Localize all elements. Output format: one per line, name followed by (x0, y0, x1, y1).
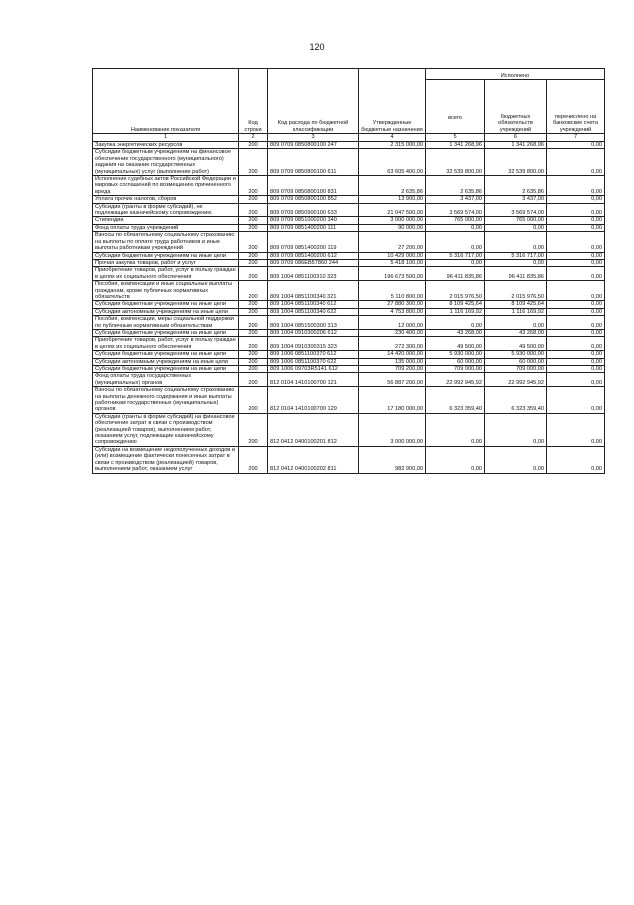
row-transferred-cell: 0,00 (547, 142, 605, 149)
row-total-cell: 3 569 574,00 (426, 203, 485, 217)
row-code-cell: 200 (239, 308, 268, 315)
row-name-cell: Фонд оплаты труда учреждений (93, 224, 239, 231)
row-total-cell: 765 000,00 (426, 217, 485, 224)
row-obligations-cell: 765 000,00 (485, 217, 547, 224)
row-code-cell: 200 (239, 281, 268, 301)
row-code-cell: 200 (239, 358, 268, 365)
row-name-cell: Субсидии автономным учреждениям на иные цели (93, 308, 239, 315)
row-classification-cell: 809 0709 0850900100 633 (268, 203, 359, 217)
row-approved-cell: 4 753 800,00 (359, 308, 426, 315)
header-approved: Утвержденные бюджетные назначения (359, 69, 426, 134)
row-classification-cell: 812 0412 0400100202 811 (268, 446, 359, 473)
row-transferred-cell: 0,00 (547, 413, 605, 446)
row-approved-cell: 90 000,00 (359, 224, 426, 231)
row-total-cell: 22 992 945,92 (426, 373, 485, 387)
row-name-cell: Субсидии бюджетным учреждениям на иные цели (93, 252, 239, 259)
row-obligations-cell: 49 500,00 (485, 337, 547, 351)
row-classification-cell: 809 0709 0851400200 119 (268, 232, 359, 252)
table-row (93, 308, 605, 315)
column-number: 4 (359, 134, 426, 142)
row-obligations-cell: 5 316 717,00 (485, 252, 547, 259)
row-transferred-cell: 0,00 (547, 351, 605, 358)
row-name-cell: Субсидии автономным учреждениям на иные цели (93, 358, 239, 365)
table-row (93, 149, 605, 176)
row-classification-cell: 809 1006 0851100370 612 (268, 351, 359, 358)
row-code-cell: 200 (239, 351, 268, 358)
row-obligations-cell: 0,00 (485, 232, 547, 252)
row-approved-cell: 2 635,86 (359, 176, 426, 196)
row-approved-cell: 27 880 300,00 (359, 301, 426, 308)
row-approved-cell: 12 000,00 (359, 316, 426, 330)
row-transferred-cell: 0,00 (547, 259, 605, 266)
row-total-cell: 1 116 169,92 (426, 308, 485, 315)
row-total-cell: 49 500,00 (426, 337, 485, 351)
row-name-cell: Пособия, компенсации, меры социальной поддержки по публичным нормативным обязательствам (93, 316, 239, 330)
row-approved-cell: 13 900,00 (359, 196, 426, 203)
row-transferred-cell: 0,00 (547, 149, 605, 176)
row-name-cell: Закупка энергетических ресурсов (93, 142, 239, 149)
column-number: 1 (93, 134, 239, 142)
row-approved-cell: 709 200,00 (359, 366, 426, 373)
row-approved-cell: 230 400,00 (359, 329, 426, 336)
row-name-cell: Субсидии бюджетным учреждениям на иные цели (93, 351, 239, 358)
row-obligations-cell: 3 569 574,00 (485, 203, 547, 217)
row-total-cell: 8 109 425,64 (426, 301, 485, 308)
row-classification-cell: 809 1006 09703R5141 612 (268, 366, 359, 373)
row-classification-cell: 809 1004 0910300206 612 (268, 329, 359, 336)
row-classification-cell: 809 0709 0851000200 340 (268, 217, 359, 224)
row-classification-cell: 809 0709 0851400200 612 (268, 252, 359, 259)
row-transferred-cell: 0,00 (547, 446, 605, 473)
row-name-cell: Прочая закупка товаров, работ и услуг (93, 259, 239, 266)
row-transferred-cell: 0,00 (547, 224, 605, 231)
row-total-cell: 0,00 (426, 316, 485, 330)
row-approved-cell: 3 000 000,00 (359, 413, 426, 446)
row-approved-cell: 5 110 800,00 (359, 281, 426, 301)
row-transferred-cell: 0,00 (547, 308, 605, 315)
row-total-cell: 96 411 835,86 (426, 267, 485, 281)
row-classification-cell: 809 1004 0851500300 313 (268, 316, 359, 330)
row-name-cell: Субсидии бюджетным учреждениям на иные цели (93, 301, 239, 308)
row-total-cell: 2 015 976,50 (426, 281, 485, 301)
row-total-cell: 6 323 359,40 (426, 387, 485, 414)
row-code-cell: 200 (239, 446, 268, 473)
row-obligations-cell: 0,00 (485, 446, 547, 473)
row-total-cell: 0,00 (426, 224, 485, 231)
row-classification-cell: 812 0104 1410100700 129 (268, 387, 359, 414)
row-code-cell: 200 (239, 149, 268, 176)
row-total-cell: 2 635,86 (426, 176, 485, 196)
row-approved-cell: 21 047 500,00 (359, 203, 426, 217)
row-classification-cell: 812 0104 1410100700 121 (268, 373, 359, 387)
table-row (93, 267, 605, 281)
row-approved-cell: 135 000,00 (359, 358, 426, 365)
row-obligations-cell: 1 341 268,96 (485, 142, 547, 149)
row-classification-cell: 812 0412 0400100201 812 (268, 413, 359, 446)
header-executed: Исполнено (426, 69, 605, 80)
row-transferred-cell: 0,00 (547, 281, 605, 301)
row-obligations-cell: 0,00 (485, 259, 547, 266)
row-obligations-cell: 1 116 169,92 (485, 308, 547, 315)
header-name: Наименование показателя (93, 69, 239, 134)
row-transferred-cell: 0,00 (547, 329, 605, 336)
row-transferred-cell: 0,00 (547, 267, 605, 281)
row-total-cell: 5 930 000,00 (426, 351, 485, 358)
row-name-cell: Субсидии на возмещение недополученных доходов и (или) возмещение фактически понесенных затрат в связи с производством (реализацией) товаров, выполнением работ, оказанием услуг (93, 446, 239, 473)
row-name-cell: Пособия, компенсации и иные социальные выплаты гражданам, кроме публичных нормативных обязательств (93, 281, 239, 301)
row-code-cell: 200 (239, 142, 268, 149)
row-classification-cell: 809 1004 0851100340 612 (268, 301, 359, 308)
row-code-cell: 200 (239, 337, 268, 351)
row-name-cell: Приобретение товаров, работ, услуг в пользу граждан в целях их социального обеспечения (93, 337, 239, 351)
row-classification-cell: 809 1004 0910300315 323 (268, 337, 359, 351)
row-obligations-cell: 6 323 359,40 (485, 387, 547, 414)
row-approved-cell: 14 420 000,00 (359, 351, 426, 358)
row-code-cell: 200 (239, 232, 268, 252)
row-approved-cell: 272 300,00 (359, 337, 426, 351)
header-classification: Код расхода по бюджетной классификации (268, 69, 359, 134)
row-classification-cell: 809 0709 0850800100 611 (268, 149, 359, 176)
row-name-cell: Стипендии (93, 217, 239, 224)
row-code-cell: 200 (239, 316, 268, 330)
row-transferred-cell: 0,00 (547, 176, 605, 196)
row-obligations-cell: 8 109 425,64 (485, 301, 547, 308)
row-approved-cell: 2 315 000,00 (359, 142, 426, 149)
table-row (93, 366, 605, 373)
row-name-cell: Приобретение товаров, работ, услуг в пользу граждан в целях их социального обеспечения (93, 267, 239, 281)
row-transferred-cell: 0,00 (547, 196, 605, 203)
row-approved-cell: 5 418 100,00 (359, 259, 426, 266)
row-code-cell: 200 (239, 217, 268, 224)
table-row (93, 301, 605, 308)
row-obligations-cell: 96 411 835,86 (485, 267, 547, 281)
row-name-cell: Субсидии (гранты в форме субсидий), не подлежащие казначейскому сопровождению (93, 203, 239, 217)
row-approved-cell: 196 673 500,00 (359, 267, 426, 281)
row-transferred-cell: 0,00 (547, 387, 605, 414)
header-total: всего (426, 80, 485, 134)
row-transferred-cell: 0,00 (547, 316, 605, 330)
row-code-cell: 200 (239, 373, 268, 387)
row-total-cell: 3 437,00 (426, 196, 485, 203)
row-name-cell: Уплата прочих налогов, сборов (93, 196, 239, 203)
row-transferred-cell: 0,00 (547, 203, 605, 217)
row-name-cell: Субсидии бюджетным учреждениям на финансовое обеспечение государственного (муниципального) задания на оказание государственных (муниципальных) услуг (выполнение работ) (93, 149, 239, 176)
row-code-cell: 200 (239, 301, 268, 308)
table-row (93, 351, 605, 358)
row-approved-cell: 17 180 000,00 (359, 387, 426, 414)
row-obligations-cell: 0,00 (485, 413, 547, 446)
table-row (93, 232, 605, 252)
row-transferred-cell: 0,00 (547, 373, 605, 387)
row-total-cell: 32 539 800,00 (426, 149, 485, 176)
table-row (93, 142, 605, 149)
row-code-cell: 200 (239, 387, 268, 414)
row-total-cell: 1 341 268,96 (426, 142, 485, 149)
row-total-cell: 0,00 (426, 232, 485, 252)
row-code-cell: 200 (239, 259, 268, 266)
row-code-cell: 200 (239, 252, 268, 259)
table-row (93, 329, 605, 336)
row-classification-cell: 809 0709 0850800100 831 (268, 176, 359, 196)
row-code-cell: 200 (239, 329, 268, 336)
column-number: 7 (547, 134, 605, 142)
row-total-cell: 709 000,00 (426, 366, 485, 373)
row-approved-cell: 27 200,00 (359, 232, 426, 252)
table-row (93, 337, 605, 351)
row-total-cell: 0,00 (426, 259, 485, 266)
row-obligations-cell: 5 930 000,00 (485, 351, 547, 358)
table-row (93, 358, 605, 365)
row-approved-cell: 63 605 400,00 (359, 149, 426, 176)
row-approved-cell: 982 900,00 (359, 446, 426, 473)
table-row (93, 446, 605, 473)
table-row (93, 387, 605, 414)
row-obligations-cell: 43 268,00 (485, 329, 547, 336)
row-transferred-cell: 0,00 (547, 301, 605, 308)
row-obligations-cell: 22 992 945,92 (485, 373, 547, 387)
table-row (93, 413, 605, 446)
row-code-cell: 200 (239, 267, 268, 281)
row-name-cell: Субсидии бюджетным учреждениям на иные цели (93, 329, 239, 336)
row-transferred-cell: 0,00 (547, 337, 605, 351)
table-row (93, 217, 605, 224)
row-code-cell: 200 (239, 203, 268, 217)
row-name-cell: Взносы по обязательному социальному страхованию на выплаты денежного содержания и иные выплаты работникам государственных (муниципальных) органов (93, 387, 239, 414)
row-obligations-cell: 60 000,00 (485, 358, 547, 365)
row-name-cell: Фонд оплаты труда государственных (муниципальных) органов (93, 373, 239, 387)
row-obligations-cell: 32 539 800,00 (485, 149, 547, 176)
table-row (93, 373, 605, 387)
row-total-cell: 0,00 (426, 413, 485, 446)
column-number: 3 (268, 134, 359, 142)
row-name-cell: Субсидии бюджетным учреждениям на иные цели (93, 366, 239, 373)
table-row (93, 281, 605, 301)
table-row (93, 316, 605, 330)
row-transferred-cell: 0,00 (547, 232, 605, 252)
column-number: 5 (426, 134, 485, 142)
row-transferred-cell: 0,00 (547, 252, 605, 259)
row-approved-cell: 56 887 200,00 (359, 373, 426, 387)
row-total-cell: 43 268,00 (426, 329, 485, 336)
row-transferred-cell: 0,00 (547, 358, 605, 365)
table-row (93, 224, 605, 231)
column-number-row (93, 134, 605, 142)
budget-execution-table (92, 68, 605, 474)
row-classification-cell: 809 0709 086ЕВ57860 244 (268, 259, 359, 266)
row-approved-cell: 3 000 000,00 (359, 217, 426, 224)
row-classification-cell: 809 0709 0851400200 111 (268, 224, 359, 231)
row-obligations-cell: 0,00 (485, 316, 547, 330)
row-name-cell: Исполнение судебных актов Российской Федерации и мировых соглашений по возмещению причиненного вреда (93, 176, 239, 196)
row-transferred-cell: 0,00 (547, 217, 605, 224)
row-code-cell: 200 (239, 224, 268, 231)
header-transferred: перечислено на банковские счета учреждений (547, 80, 605, 134)
row-obligations-cell: 3 437,00 (485, 196, 547, 203)
table-row (93, 176, 605, 196)
row-obligations-cell: 2 015 976,50 (485, 281, 547, 301)
row-obligations-cell: 2 635,86 (485, 176, 547, 196)
page-number: 120 (309, 42, 325, 52)
table-row (93, 203, 605, 217)
column-number: 6 (485, 134, 547, 142)
row-classification-cell: 809 0709 0850800100 247 (268, 142, 359, 149)
row-code-cell: 200 (239, 366, 268, 373)
row-obligations-cell: 0,00 (485, 224, 547, 231)
table-row (93, 252, 605, 259)
table-row (93, 196, 605, 203)
row-total-cell: 5 316 717,00 (426, 252, 485, 259)
row-classification-cell: 809 1004 0851100310 323 (268, 267, 359, 281)
header-obligations: бюджетных обязательств учреждений (485, 80, 547, 134)
table-row (93, 259, 605, 266)
row-classification-cell: 809 0709 0850800100 852 (268, 196, 359, 203)
row-obligations-cell: 709 000,00 (485, 366, 547, 373)
row-total-cell: 0,00 (426, 446, 485, 473)
column-number: 2 (239, 134, 268, 142)
row-code-cell: 200 (239, 413, 268, 446)
row-code-cell: 200 (239, 196, 268, 203)
header-code: Код строки (239, 69, 268, 134)
row-name-cell: Взносы по обязательному социальному страхованию на выплаты по оплате труда работников и иные выплаты работникам учреждений (93, 232, 239, 252)
row-name-cell: Субсидии (гранты в форме субсидий) на финансовое обеспечение затрат в связи с производством (реализацией товаров), выполнением работ, оказанием услуг, подлежащие казначейскому сопровождению (93, 413, 239, 446)
row-code-cell: 200 (239, 176, 268, 196)
row-classification-cell: 809 1004 0851100340 622 (268, 308, 359, 315)
row-approved-cell: 10 429 000,00 (359, 252, 426, 259)
row-transferred-cell: 0,00 (547, 366, 605, 373)
row-classification-cell: 809 1006 0851100370 622 (268, 358, 359, 365)
row-classification-cell: 809 1004 0851100340 321 (268, 281, 359, 301)
row-total-cell: 60 000,00 (426, 358, 485, 365)
